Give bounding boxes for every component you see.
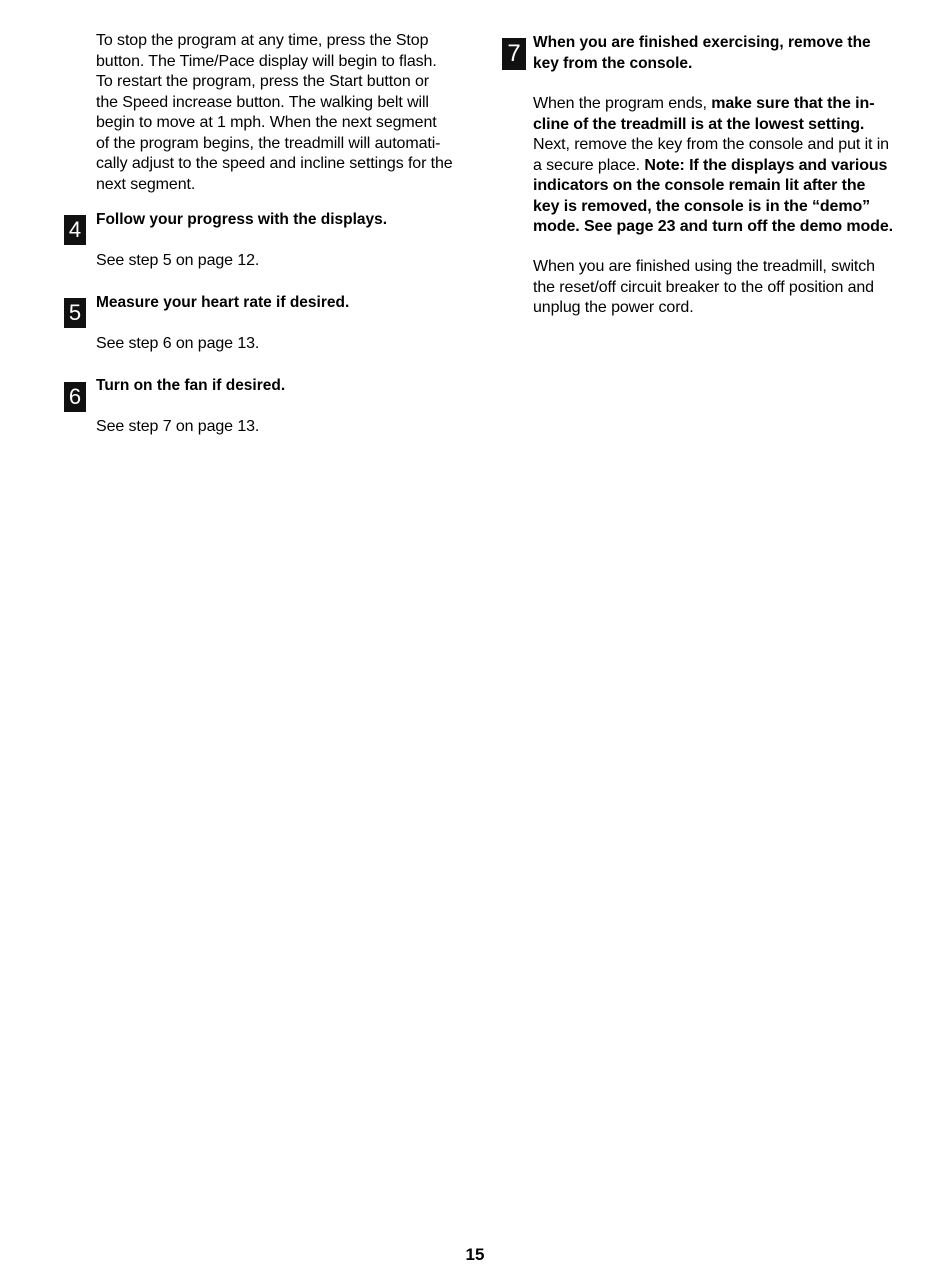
program-end-line: a secure place. Note: If the displays and various xyxy=(533,156,888,174)
step-4-heading: Follow your progress with the displays. xyxy=(96,211,388,228)
intro-line: To stop the program at any time, press the Stop xyxy=(96,32,429,49)
step-5-body: See step 6 on page 13. xyxy=(96,335,260,352)
intro-line: the Speed increase button. The walking belt will xyxy=(96,93,429,111)
program-end-paragraph xyxy=(533,94,933,238)
program-end-line: Next, remove the key from the console and put it in xyxy=(533,136,889,153)
intro-line: To restart the program, press the Start button or xyxy=(96,73,430,90)
intro-paragraph xyxy=(96,31,486,195)
step-6-body: See step 7 on page 13. xyxy=(96,418,260,435)
program-end-line: indicators on the console remain lit after the xyxy=(533,177,866,194)
program-end-line: When the program ends, make sure that the in- xyxy=(533,95,875,112)
program-end-line: key is removed, the console is in the “demo” xyxy=(533,197,871,215)
step-7-heading xyxy=(533,33,923,74)
step-7-number-box: 7 xyxy=(502,38,526,70)
step-5-heading: Measure your heart rate if desired. xyxy=(96,294,350,311)
step-4-body: See step 5 on page 12. xyxy=(96,252,260,269)
page-number: 15 xyxy=(465,1245,485,1264)
step-7-heading-line: key from the console. xyxy=(533,54,693,72)
step-5-number-box: 5 xyxy=(64,298,86,328)
step-6-number-box: 6 xyxy=(64,382,86,412)
step-4-number-box: 4 xyxy=(64,215,86,245)
step-7-heading-line: When you are finished exercising, remove the xyxy=(533,34,871,51)
program-end-line: mode. See page 23 and turn off the demo mode. xyxy=(533,218,894,235)
step-6-heading: Turn on the fan if desired. xyxy=(96,377,286,394)
circuit-breaker-paragraph xyxy=(533,257,933,319)
intro-line: button. The Time/Pace display will begin to flash. xyxy=(96,52,437,70)
circuit-breaker-line: the reset/off circuit breaker to the off position and xyxy=(533,278,874,296)
program-end-line: cline of the treadmill is at the lowest setting. xyxy=(533,115,865,133)
intro-line: next segment. xyxy=(96,175,196,193)
circuit-breaker-line: unplug the power cord. xyxy=(533,299,694,316)
circuit-breaker-line: When you are finished using the treadmill, switch xyxy=(533,258,875,275)
intro-line: of the program begins, the treadmill will automati- xyxy=(96,134,441,152)
intro-line: cally adjust to the speed and incline settings for the xyxy=(96,155,453,172)
intro-line: begin to move at 1 mph. When the next segment xyxy=(96,114,437,131)
